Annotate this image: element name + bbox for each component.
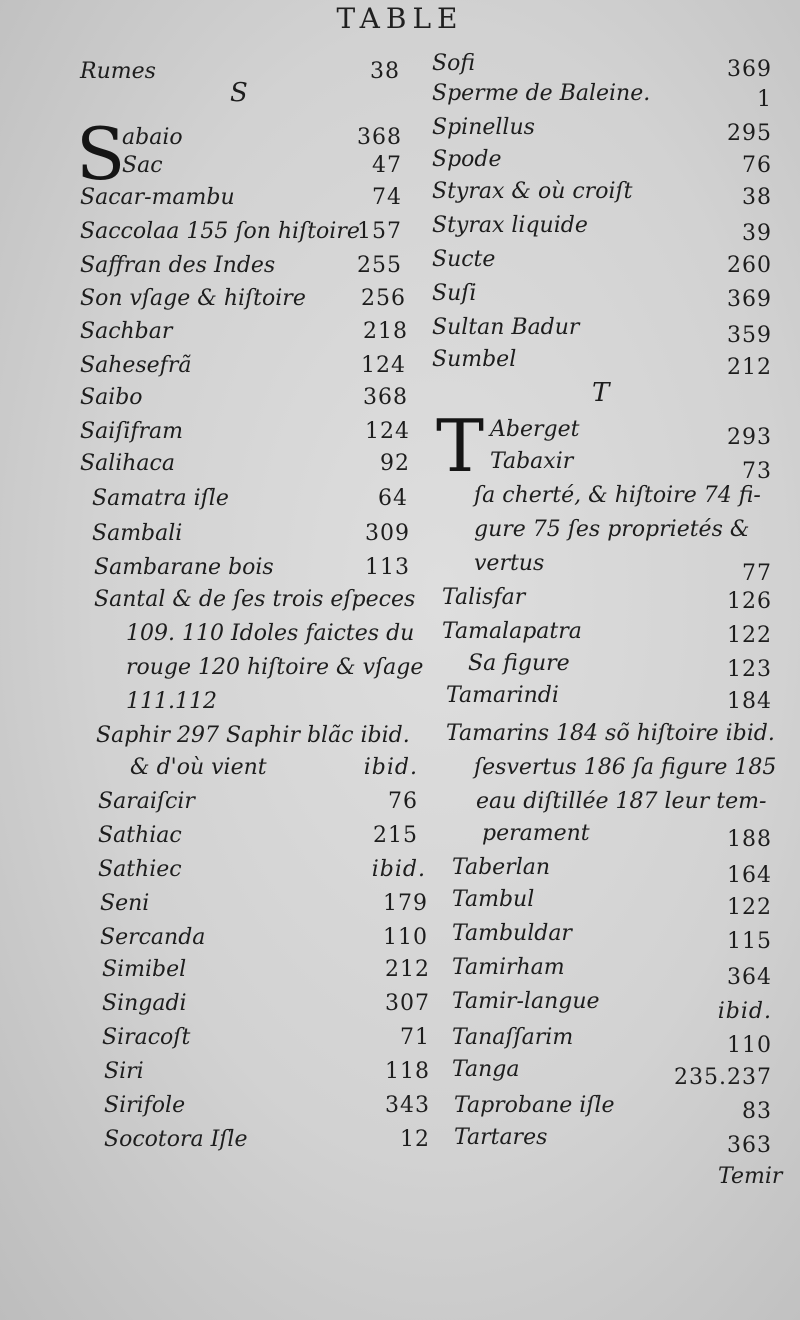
entry-page: ibid.	[363, 755, 418, 780]
entry-term: Tartares	[454, 1125, 548, 1150]
entry-term: Santal & de ſes trois eſpeces	[94, 587, 416, 612]
entry-term: Tamarindi	[446, 683, 559, 708]
entry-page: 307	[385, 991, 430, 1016]
index-entry	[432, 112, 772, 144]
entry-term: Talisfar	[442, 585, 526, 610]
entry-term: Sathiec	[98, 857, 182, 882]
index-entry	[432, 1022, 772, 1058]
entry-page: 309	[365, 521, 410, 546]
entry-page: 77	[742, 561, 772, 586]
entry-page: 164	[727, 863, 772, 888]
entry-term: Sa figure	[468, 651, 570, 676]
entry-term: Sumbel	[432, 347, 517, 372]
entry-term: Saphir 297 Saphir blãc ibid.	[96, 723, 410, 748]
index-entry	[80, 752, 430, 784]
index-entry	[432, 952, 772, 990]
entry-term: Tambuldar	[452, 921, 572, 946]
entry-page: 1	[757, 87, 772, 112]
entry-term: Aberget	[490, 417, 580, 442]
index-entry	[432, 1054, 772, 1090]
index-entry	[80, 820, 430, 852]
index-entry	[432, 210, 772, 246]
index-entry	[80, 786, 430, 818]
entry-term: gure 75 ſes proprietés &	[474, 517, 750, 542]
entry-term: Tambul	[452, 887, 535, 912]
entry-term: Taberlan	[452, 855, 551, 880]
entry-page: 71	[400, 1025, 430, 1050]
index-entry	[432, 648, 772, 680]
entry-term: Sercanda	[100, 925, 206, 950]
entry-term: perament	[482, 821, 590, 846]
entry-term: Tamalapatra	[442, 619, 582, 644]
entry-page: 12	[400, 1127, 430, 1152]
entry-term: Simibel	[102, 957, 187, 982]
index-entry	[80, 1124, 430, 1156]
entry-page: ibid.	[717, 999, 772, 1024]
entry-page: 184	[727, 689, 772, 714]
entry-term: Siracoſt	[102, 1025, 191, 1050]
entry-term: Sultan Badur	[432, 315, 580, 340]
entry-term: Samatra iſle	[92, 486, 229, 511]
index-entry	[80, 720, 430, 752]
entry-term: Sirifole	[104, 1093, 186, 1118]
entry-term: Saffran des Indes	[80, 253, 276, 278]
entry-page: 293	[727, 425, 772, 450]
entry-term: Tamarins 184 sõ hiſtoire ibid.	[446, 721, 775, 746]
entry-term: ſa cherté, & hiſtoire 74 fi-	[474, 483, 761, 508]
dropcap-s: S	[76, 112, 126, 196]
entry-page: 123	[727, 657, 772, 682]
index-entry	[80, 686, 430, 718]
index-entry	[432, 446, 772, 484]
entry-page: 118	[385, 1059, 430, 1084]
entry-term: Sperme de Baleine.	[432, 81, 651, 106]
entry-page: 369	[727, 57, 772, 82]
entry-page: 179	[383, 891, 428, 916]
entry-term: abaio	[122, 125, 183, 150]
index-entry	[432, 78, 772, 110]
entry-term: Suſi	[432, 281, 477, 306]
index-entry	[432, 176, 772, 208]
index-entry	[80, 652, 430, 684]
entry-term: rouge 120 hiſtoire & vſage	[126, 655, 424, 680]
index-entry	[432, 1122, 772, 1158]
entry-page: 260	[727, 253, 772, 278]
index-entry	[432, 786, 772, 818]
entry-page: 343	[385, 1093, 430, 1118]
index-entry	[80, 250, 430, 282]
entry-page: 83	[742, 1099, 772, 1124]
index-entry	[432, 616, 772, 648]
entry-page: 363	[727, 1133, 772, 1158]
entry-page: ibid.	[371, 857, 426, 882]
index-entry	[432, 1090, 772, 1122]
entry-term: Sofi	[432, 51, 475, 76]
entry-page: 212	[385, 957, 430, 982]
entry-page: 212	[727, 355, 772, 380]
index-entry	[432, 414, 772, 450]
index-entry	[432, 514, 772, 546]
entry-term: Seni	[100, 891, 150, 916]
entry-page: 295	[727, 121, 772, 146]
entry-page: 38	[742, 185, 772, 210]
index-entry	[80, 382, 430, 414]
index-entry	[432, 818, 772, 850]
index-entry	[80, 316, 430, 348]
index-entry	[80, 922, 430, 954]
entry-term: eau diſtillée 187 leur tem-	[476, 789, 767, 814]
index-entry	[432, 144, 772, 176]
entry-page: 368	[363, 385, 408, 410]
entry-page: 110	[727, 1033, 772, 1058]
entry-term: Saibo	[80, 385, 143, 410]
entry-term: Sambarane bois	[94, 555, 274, 580]
entry-page: 359	[727, 323, 772, 348]
index-entry	[432, 344, 772, 380]
entry-page: 157	[357, 219, 402, 244]
section-letter-s: S	[230, 78, 248, 108]
index-entry	[432, 918, 772, 954]
index-entry	[80, 483, 430, 515]
entry-term: Saraiſcir	[98, 789, 195, 814]
entry-term: Salihaca	[80, 451, 175, 476]
index-entry	[80, 518, 430, 550]
index-entry	[80, 182, 430, 214]
entry-term: Tabaxir	[490, 449, 574, 474]
entry-page: 364	[727, 965, 772, 990]
index-entry	[80, 988, 430, 1020]
entry-term: Son vſage & hiſtoire	[80, 286, 306, 311]
entry-page: 255	[357, 253, 402, 278]
entry-page: 124	[361, 353, 406, 378]
index-entry	[80, 954, 430, 986]
index-entry	[432, 48, 772, 80]
entry-term: Taprobane iſle	[454, 1093, 615, 1118]
entry-page: 47	[372, 153, 402, 178]
index-entry	[80, 283, 430, 315]
index-entry	[80, 584, 430, 616]
entry-term: Socotora Iſle	[104, 1127, 248, 1152]
index-entry	[80, 888, 430, 920]
entry-term: ſesvertus 186 ſa figure 185	[474, 755, 777, 780]
entry-page: 110	[383, 925, 428, 950]
entry-term: Tanaſſarim	[452, 1025, 574, 1050]
index-entry	[432, 752, 777, 784]
entry-page: 122	[727, 623, 772, 648]
entry-term: Siri	[104, 1059, 144, 1084]
entry-page: 369	[727, 287, 772, 312]
entry-page: 74	[372, 185, 402, 210]
entry-page: 73	[742, 459, 772, 484]
entry-page: 64	[378, 486, 408, 511]
index-entry	[432, 718, 775, 750]
index-entry	[80, 150, 430, 182]
entry-page: 215	[373, 823, 418, 848]
catchword: Temir	[718, 1164, 783, 1189]
index-entry	[80, 618, 430, 650]
entry-page: 76	[742, 153, 772, 178]
index-entry	[432, 884, 772, 920]
index-entry	[432, 244, 772, 276]
index-entry	[80, 448, 430, 480]
entry-page: 113	[365, 555, 410, 580]
entry-term: 111.112	[126, 689, 217, 714]
entry-page: 126	[727, 589, 772, 614]
entry-term: Singadi	[102, 991, 187, 1016]
entry-term: Tamir-langue	[452, 989, 600, 1014]
entry-term: Saccolaa 155 ſon hiſtoire	[80, 219, 360, 244]
entry-term: Sathiac	[98, 823, 182, 848]
index-entry	[432, 278, 772, 310]
entry-term: Sac	[122, 153, 163, 178]
entry-term: Sachbar	[80, 319, 173, 344]
entry-term: Sucte	[432, 247, 496, 272]
entry-page: 218	[363, 319, 408, 344]
entry-page: 124	[365, 419, 410, 444]
index-entry	[432, 852, 772, 888]
dropcap-t: T	[436, 404, 485, 488]
index-entry	[80, 854, 430, 886]
entry-page: 115	[727, 929, 772, 954]
entry-page: 76	[388, 789, 418, 814]
section-letter-t: T	[592, 378, 610, 408]
index-entry	[80, 1022, 430, 1054]
index-entry	[80, 56, 430, 88]
index-entry	[80, 216, 430, 248]
index-entry	[80, 1090, 430, 1122]
entry-term: Spode	[432, 147, 502, 172]
index-entry	[432, 312, 772, 348]
entry-page: 188	[727, 827, 772, 852]
entry-page: 38	[370, 59, 400, 84]
entry-page: 92	[380, 451, 410, 476]
entry-term: Tamirham	[452, 955, 565, 980]
entry-page: 256	[361, 286, 406, 311]
entry-term: Styrax & où croiſt	[432, 179, 633, 204]
entry-term: & d'où vient	[130, 755, 267, 780]
entry-page: 235.237	[674, 1065, 772, 1090]
entry-term: Spinellus	[432, 115, 535, 140]
index-entry	[80, 416, 430, 448]
entry-term: Sacar-mambu	[80, 185, 235, 210]
index-entry	[80, 1056, 430, 1088]
page-header: TABLE	[336, 2, 464, 35]
entry-term: Styrax liquide	[432, 213, 588, 238]
entry-term: Sahesefrã	[80, 353, 192, 378]
entry-term: Tanga	[452, 1057, 520, 1082]
index-entry	[432, 548, 772, 586]
entry-term: Sambali	[92, 521, 183, 546]
entry-term: Rumes	[80, 59, 156, 84]
entry-page: 368	[357, 125, 402, 150]
index-entry	[80, 350, 430, 382]
entry-page: 122	[727, 895, 772, 920]
index-entry	[432, 480, 772, 512]
entry-term: vertus	[474, 551, 545, 576]
index-entry	[432, 582, 772, 614]
entry-page: 39	[742, 221, 772, 246]
entry-term: Saiſifram	[80, 419, 184, 444]
index-entry	[432, 680, 772, 712]
index-entry	[432, 986, 772, 1024]
entry-term: 109. 110 Idoles faictes du	[126, 621, 415, 646]
index-entry	[80, 552, 430, 584]
